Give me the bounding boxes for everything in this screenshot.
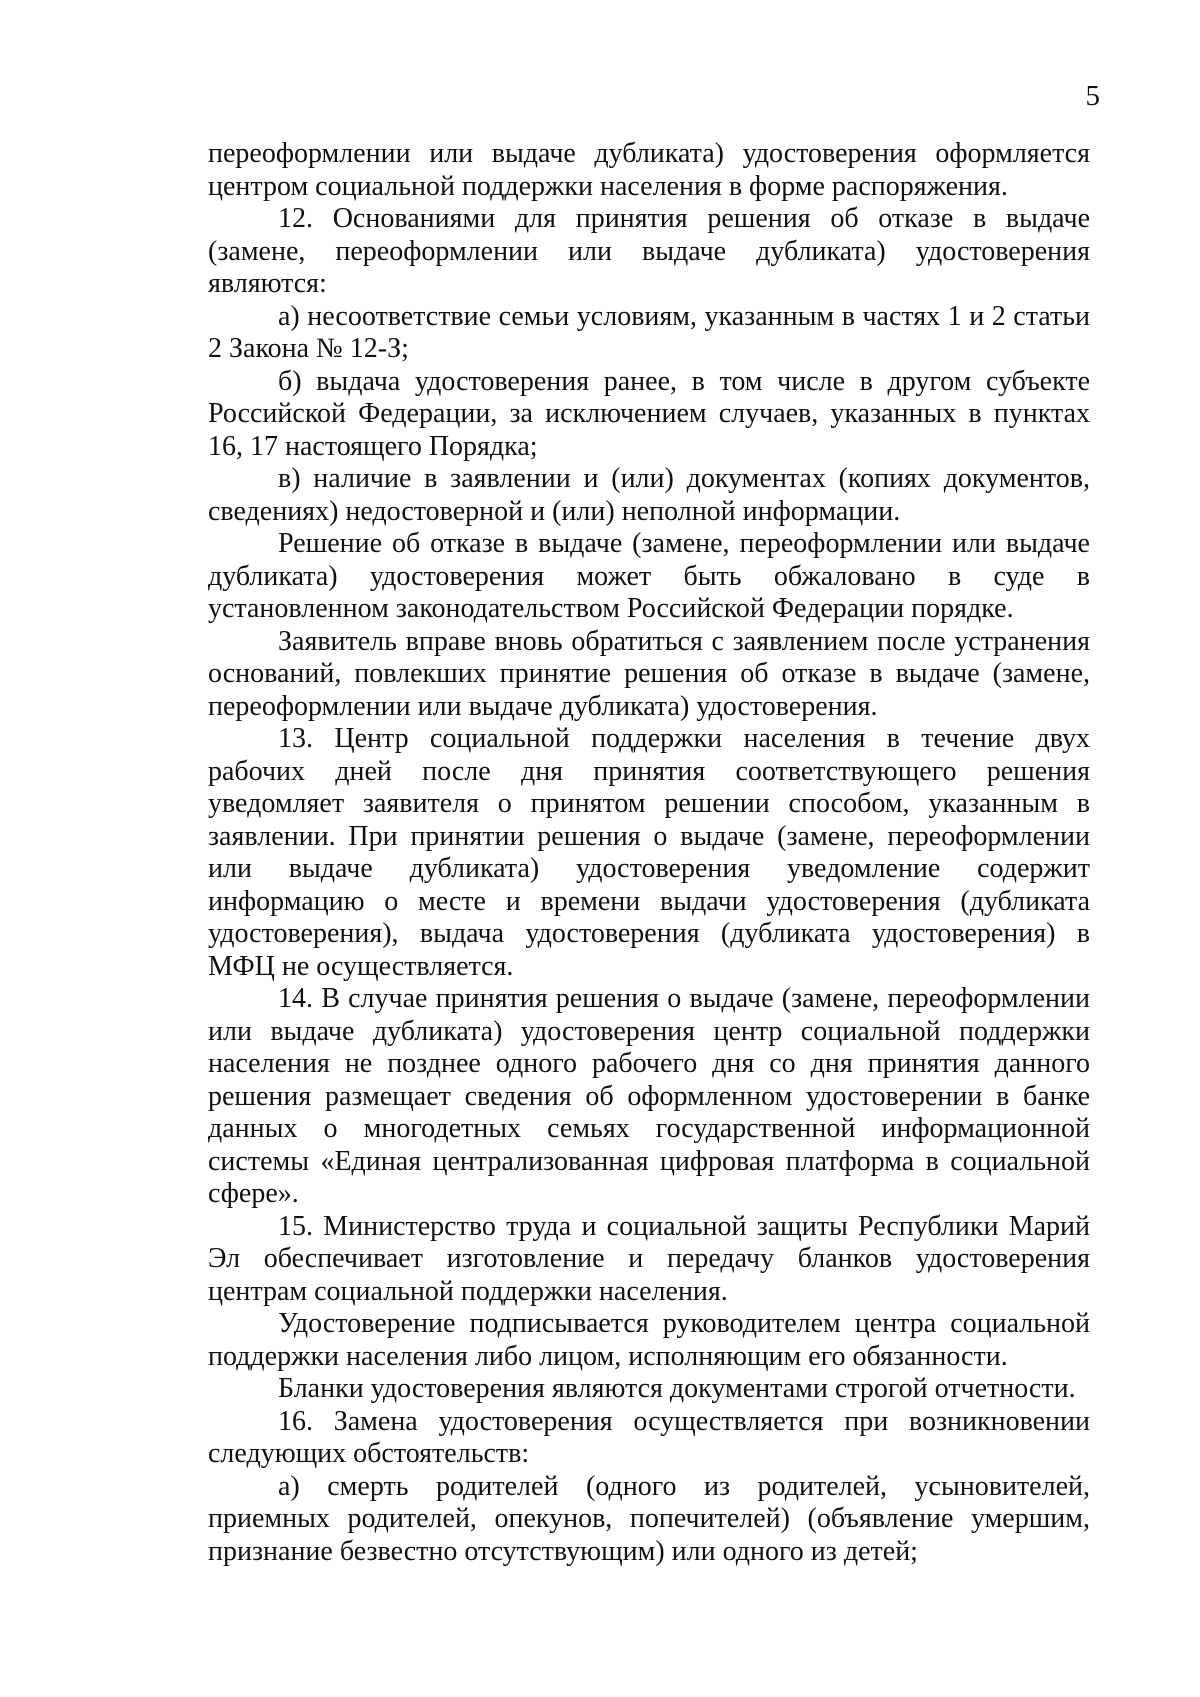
- paragraph-continuation: переоформлении или выдаче дубликата) удостоверения оформляется центром социальной поддержки населения в форме распоряжения.: [208, 138, 1090, 202]
- paragraph-blanks: Бланки удостоверения являются документами строгой отчетности.: [278, 1373, 1076, 1404]
- document-body: [208, 138, 1090, 1568]
- paragraph-item-14: 14. В случае принятия решения о выдаче (замене, переоформлении или выдаче дубликата) удостоверения центр социальной поддержки населения не позднее одного рабочего дня со дня принятия данного решения размещает сведения об оформленном удостоверении в банке данных о многодетных семьях государственной информационной системы «Единая централизованная цифровая платформа в социальной сфере».: [208, 983, 1090, 1209]
- paragraph-item-12-a: а) несоответствие семьи условиям, указанным в частях 1 и 2 статьи 2 Закона № 12-З;: [208, 300, 1090, 364]
- paragraph-item-12: 12. Основаниями для принятия решения об отказе в выдаче (замене, переоформлении или выдаче дубликата) удостоверения являются:: [208, 203, 1090, 299]
- paragraph-item-15: 15. Министерство труда и социальной защиты Республики Марий Эл обеспечивает изготовление и передачу бланков удостоверения центрам социальной поддержки населения.: [208, 1210, 1090, 1307]
- paragraph-item-13: 13. Центр социальной поддержки населения в течение двух рабочих дней после дня принятия соответствующего решения уведомляет заявителя о принятом решении способом, указанным в заявлении. При принятии решения о выдаче (замене, переоформлении или выдаче дубликата) удостоверения уведомление содержит информацию о месте и времени выдачи удостоверения (дубликата удостоверения), выдача удостоверения (дубликата удостоверения) в МФЦ не осуществляется.: [208, 723, 1090, 982]
- paragraph-item-12-v: в) наличие в заявлении и (или) документах (копиях документов, сведениях) недостоверной и (или) неполной информации.: [208, 463, 1090, 527]
- paragraph-reapply: Заявитель вправе вновь обратиться с заявлением после устранения оснований, повлекших принятие решения об отказе в выдаче (замене, переоформлении или выдаче дубликата) удостоверения.: [208, 625, 1090, 722]
- paragraph-item-12-b: б) выдача удостоверения ранее, в том числе в другом субъекте Российской Федерации, за исключением случаев, указанных в пунктах 16, 17 настоящего Порядка;: [208, 365, 1090, 462]
- paragraph-item-16-a: а) смерть родителей (одного из родителей, усыновителей, приемных родителей, опекунов, попечителей) (объявление умершим, признание безвестно отсутствующим) или одного из детей;: [208, 1470, 1090, 1567]
- paragraph-item-16: 16. Замена удостоверения осуществляется при возникновении следующих обстоятельств:: [208, 1405, 1090, 1469]
- page-number: 5: [1085, 80, 1100, 112]
- paragraph-signature: Удостоверение подписывается руководителем центра социальной поддержки населения либо лицом, исполняющим его обязанности.: [208, 1308, 1090, 1372]
- paragraph-appeal: Решение об отказе в выдаче (замене, переоформлении или выдаче дубликата) удостоверения может быть обжаловано в суде в установленном законодательством Российской Федерации порядке.: [208, 528, 1090, 624]
